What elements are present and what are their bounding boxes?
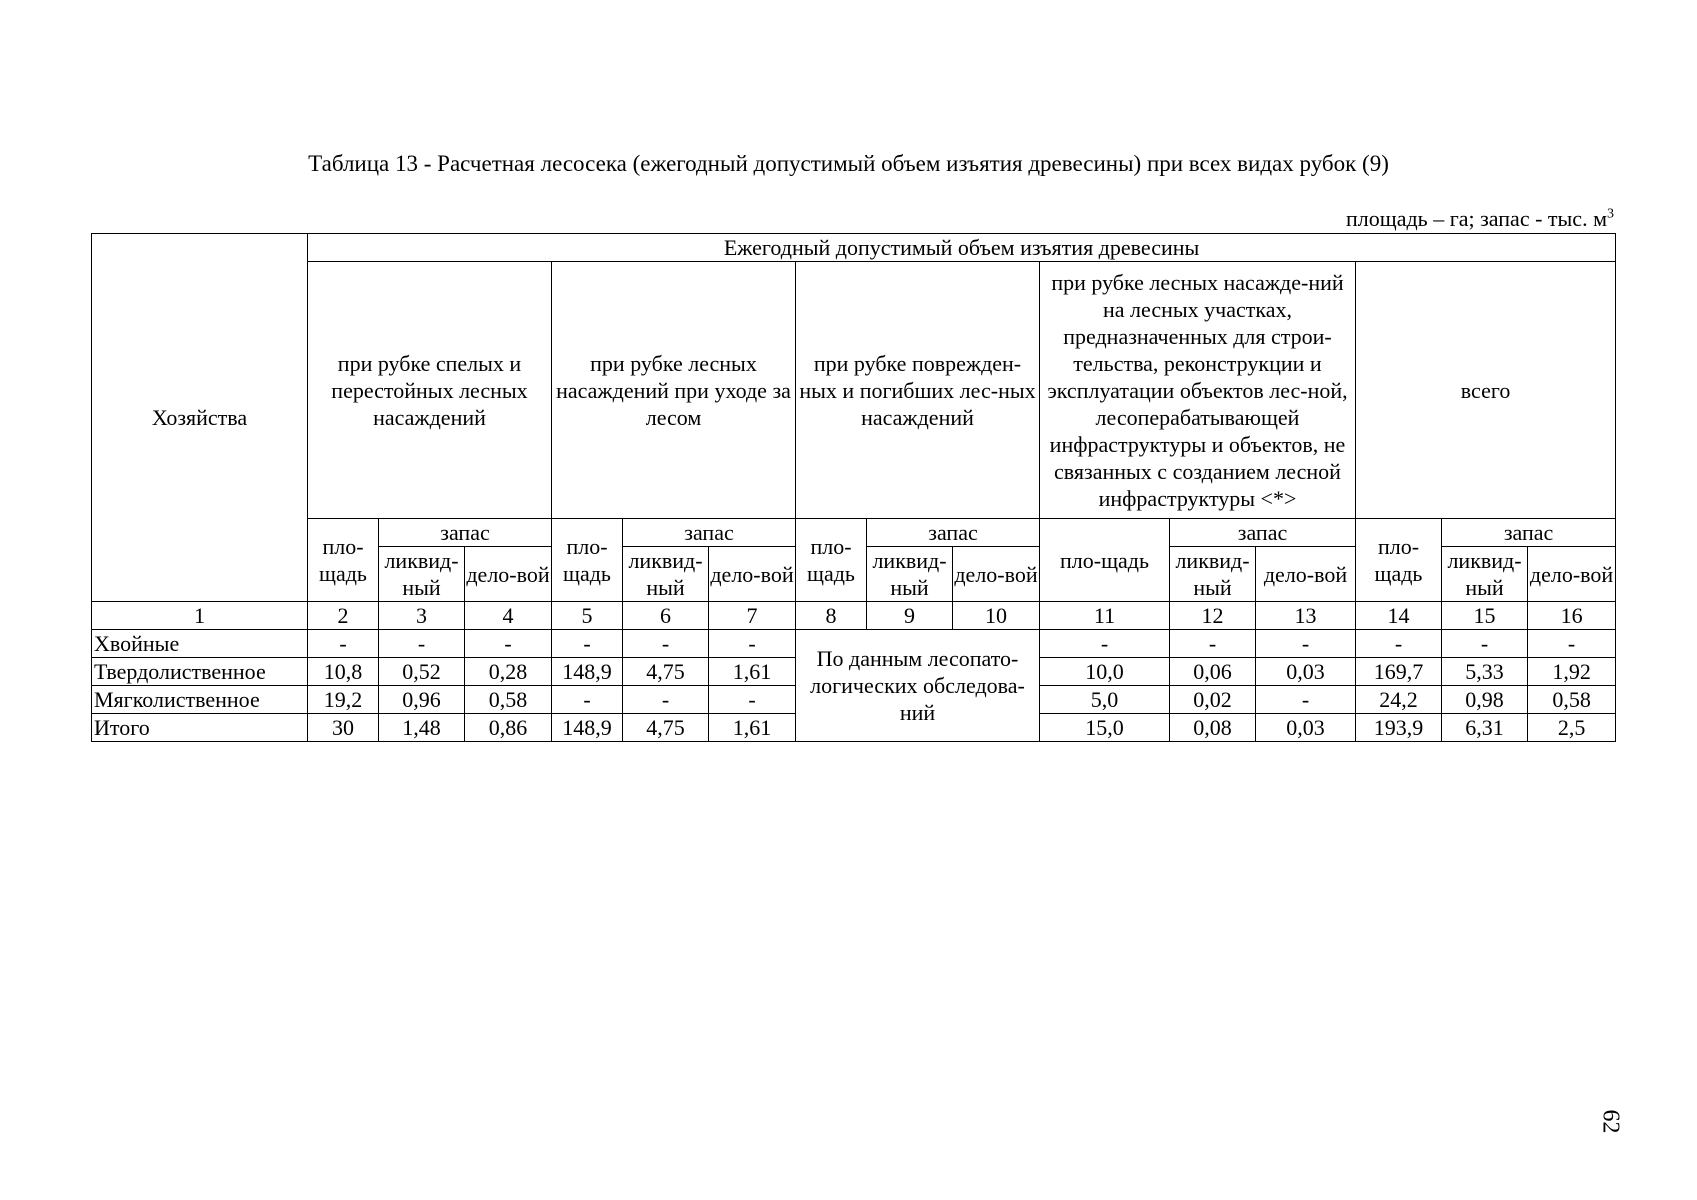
- header-liquid: ликвид-ный: [1170, 547, 1256, 602]
- header-business: дело-вой: [1528, 547, 1616, 602]
- cell: 0,06: [1170, 658, 1256, 686]
- cell: 15,0: [1040, 714, 1170, 742]
- cell: 1,92: [1528, 658, 1616, 686]
- cell: 1,48: [379, 714, 465, 742]
- header-stock: запас: [1442, 519, 1616, 547]
- cell: 0,28: [465, 658, 552, 686]
- header-area: пло-щадь: [1040, 519, 1170, 602]
- col-number: 7: [709, 602, 796, 630]
- cell: 1,61: [709, 714, 796, 742]
- cell: -: [552, 686, 623, 714]
- row-name: Итого: [92, 714, 308, 742]
- cell: -: [709, 630, 796, 658]
- cell: -: [1256, 686, 1356, 714]
- cell: 193,9: [1356, 714, 1442, 742]
- cell: 5,33: [1442, 658, 1528, 686]
- row-name: Хвойные: [92, 630, 308, 658]
- header-group-thinning: при рубке лесных насаждений при уходе за лесом: [552, 262, 796, 519]
- cell: -: [1528, 630, 1616, 658]
- col-number: 11: [1040, 602, 1170, 630]
- units-text: площадь – га; запас - тыс. м: [1346, 206, 1607, 231]
- col-number: 13: [1256, 602, 1356, 630]
- cell: 24,2: [1356, 686, 1442, 714]
- row-name: Мягколиственное: [92, 686, 308, 714]
- cell: 1,61: [709, 658, 796, 686]
- cell: 0,02: [1170, 686, 1256, 714]
- cell: 5,0: [1040, 686, 1170, 714]
- col-number: 10: [953, 602, 1040, 630]
- header-group-total: всего: [1356, 262, 1616, 519]
- cell: 0,96: [379, 686, 465, 714]
- cell: -: [1442, 630, 1528, 658]
- header-area: пло-щадь: [1356, 519, 1442, 602]
- table-row: [92, 630, 1616, 658]
- cell: 0,86: [465, 714, 552, 742]
- cell: 169,7: [1356, 658, 1442, 686]
- page-number: 62: [1597, 1109, 1624, 1134]
- cell: -: [623, 686, 709, 714]
- header-stock: запас: [623, 519, 796, 547]
- header-area: пло-щадь: [796, 519, 867, 602]
- col-number: 12: [1170, 602, 1256, 630]
- col-number: 2: [308, 602, 379, 630]
- header-group-damaged: при рубке поврежден-ных и погибших лес-ных насаждений: [796, 262, 1040, 519]
- header-stock: запас: [867, 519, 1040, 547]
- header-group-mature: при рубке спелых и перестойных лесных насаждений: [308, 262, 552, 519]
- col-number: 5: [552, 602, 623, 630]
- cell: 0,58: [1528, 686, 1616, 714]
- header-business: дело-вой: [465, 547, 552, 602]
- col-number: 8: [796, 602, 867, 630]
- header-area: пло-щадь: [552, 519, 623, 602]
- cell: 0,03: [1256, 714, 1356, 742]
- cell: 0,08: [1170, 714, 1256, 742]
- col-number: 1: [92, 602, 308, 630]
- cell: 0,52: [379, 658, 465, 686]
- table-caption: Таблица 13 - Расчетная лесосека (ежегодный допустимый объем изъятия древесины) при всех видах рубок (9): [308, 151, 1389, 176]
- col-number: 6: [623, 602, 709, 630]
- header-liquid: ликвид-ный: [379, 547, 465, 602]
- cell: 10,8: [308, 658, 379, 686]
- col-number: 16: [1528, 602, 1616, 630]
- cell: 148,9: [552, 714, 623, 742]
- cell: 19,2: [308, 686, 379, 714]
- merged-note-cell: По данным лесопато-логических обследова-ний: [796, 630, 1040, 742]
- header-liquid: ликвид-ный: [867, 547, 953, 602]
- header-area: пло-щадь: [308, 519, 379, 602]
- cell: 30: [308, 714, 379, 742]
- header-business: дело-вой: [1256, 547, 1356, 602]
- header-stock: запас: [379, 519, 552, 547]
- header-group-construction: при рубке лесных насажде-ний на лесных участках, предназначенных для строи-тельства, реконструкции и эксплуатации объектов лес-ной, лесоперабатывающей инфраструктуры и объектов, не связанных с созданием лесной инфраструктуры <*>: [1040, 262, 1356, 519]
- cell: -: [379, 630, 465, 658]
- cell: -: [1170, 630, 1256, 658]
- cell: -: [623, 630, 709, 658]
- units-note: [1346, 206, 1614, 232]
- cell: 4,75: [623, 658, 709, 686]
- header-stock: запас: [1170, 519, 1356, 547]
- col-number: 3: [379, 602, 465, 630]
- cell: 10,0: [1040, 658, 1170, 686]
- cell: 0,58: [465, 686, 552, 714]
- cell: -: [1040, 630, 1170, 658]
- cell: -: [308, 630, 379, 658]
- header-farms: Хозяйства: [92, 234, 308, 602]
- cell: 4,75: [623, 714, 709, 742]
- row-name: Твердолиственное: [92, 658, 308, 686]
- units-superscript: 3: [1607, 206, 1614, 222]
- cell: 148,9: [552, 658, 623, 686]
- cell: 2,5: [1528, 714, 1616, 742]
- header-business: дело-вой: [709, 547, 796, 602]
- cell: 0,03: [1256, 658, 1356, 686]
- cell: -: [1256, 630, 1356, 658]
- col-number: 9: [867, 602, 953, 630]
- header-liquid: ликвид-ный: [1442, 547, 1528, 602]
- cell: -: [465, 630, 552, 658]
- header-business: дело-вой: [953, 547, 1040, 602]
- cell: -: [552, 630, 623, 658]
- col-number: 15: [1442, 602, 1528, 630]
- cell: 0,98: [1442, 686, 1528, 714]
- cell: -: [709, 686, 796, 714]
- cutting-area-table: [91, 233, 1616, 742]
- header-liquid: ликвид-ный: [623, 547, 709, 602]
- col-number: 4: [465, 602, 552, 630]
- cell: -: [1356, 630, 1442, 658]
- header-annual-volume: Ежегодный допустимый объем изъятия древесины: [308, 234, 1616, 262]
- cell: 6,31: [1442, 714, 1528, 742]
- col-number: 14: [1356, 602, 1442, 630]
